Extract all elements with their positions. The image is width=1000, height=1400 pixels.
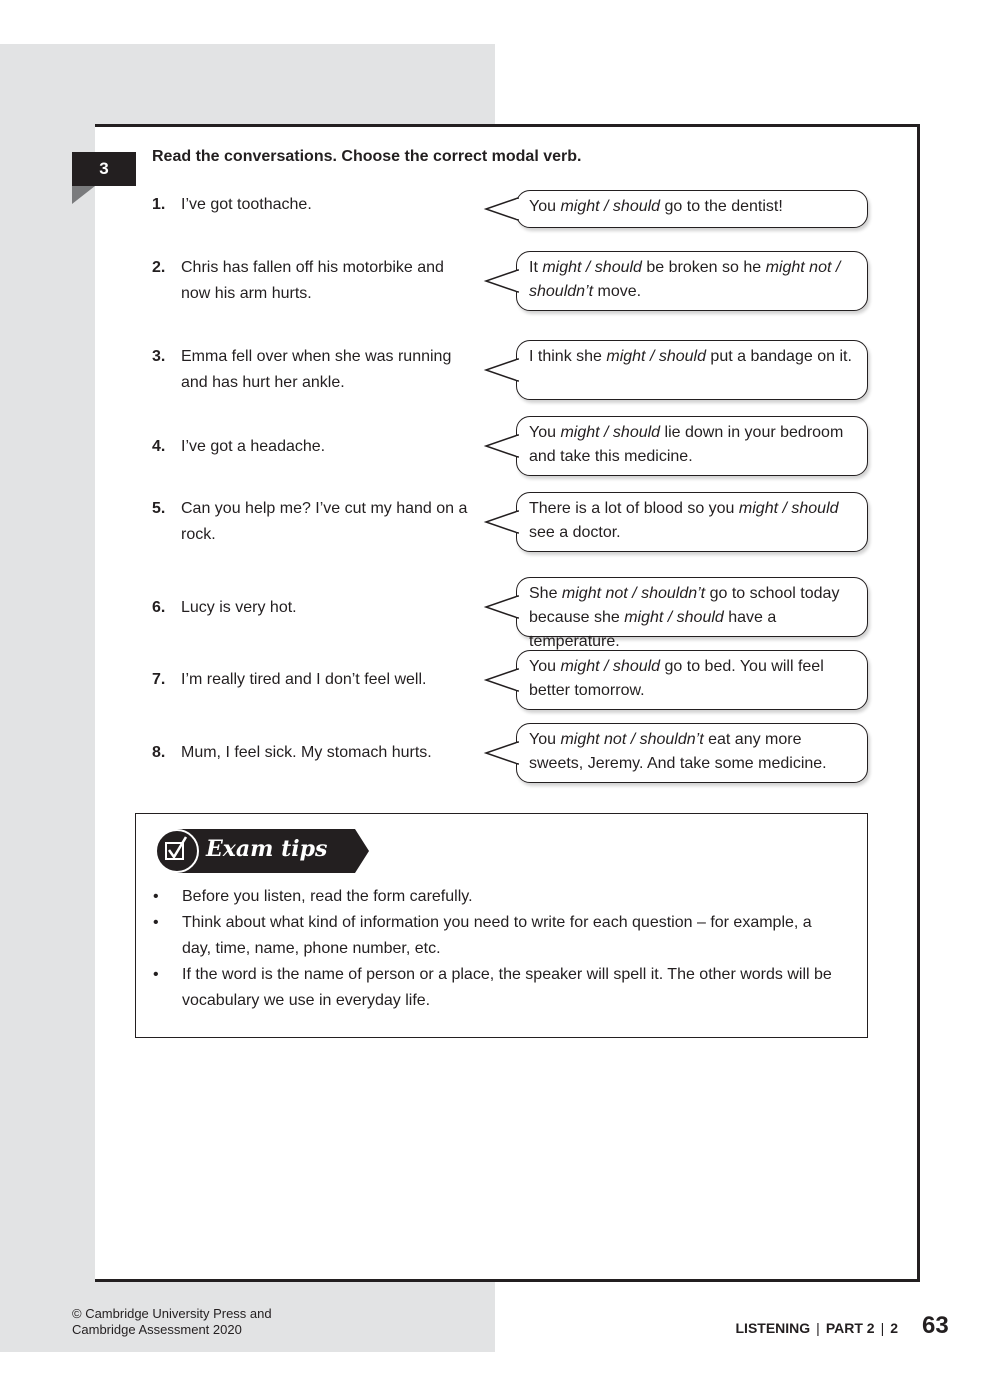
bubble-tail	[485, 268, 518, 294]
speech-bubble-4	[516, 416, 868, 476]
response-text	[529, 198, 783, 215]
modal-choice[interactable]: might / should	[560, 424, 661, 441]
exam-tips-box	[135, 813, 868, 1038]
bullet: •	[153, 888, 159, 905]
bubble-tail	[485, 433, 518, 459]
response-segment: You	[529, 731, 561, 748]
response-segment: You	[529, 658, 561, 675]
response-segment: There is a lot of blood so you	[529, 500, 739, 517]
speech-bubble-7	[516, 650, 868, 710]
item-number: 5.	[152, 500, 166, 517]
response-segment: eat any more sweets, Jeremy. And take some medicine.	[529, 731, 827, 772]
response-segment: I think she	[529, 348, 607, 365]
conversation-prompt-3	[152, 344, 472, 396]
modal-choice[interactable]: might / should	[606, 348, 706, 365]
copyright-line: © Cambridge University Press and	[72, 1306, 272, 1321]
page-number: 63	[922, 1312, 949, 1339]
item-number: 3.	[152, 348, 166, 365]
conversation-prompt-5	[152, 496, 472, 548]
exercise-number-tab	[72, 152, 136, 186]
item-number: 2.	[152, 259, 166, 276]
speech-bubble-5	[516, 492, 868, 552]
speech-bubble-6	[516, 577, 868, 650]
speech-bubble-2	[516, 251, 868, 311]
response-segment: put a bandage on it.	[705, 348, 852, 365]
section-label	[736, 1320, 899, 1336]
tip-text: If the word is the name of person or a place, the speaker will spell it. The other words will be vocabulary we use in everyday life.	[182, 966, 832, 1009]
part-label: PART 2	[825, 1320, 875, 1336]
conversation-prompt-4	[152, 434, 472, 460]
response-segment: It	[529, 259, 543, 276]
response-segment: You	[529, 198, 561, 215]
modal-choice[interactable]: might not / shouldn’t	[561, 585, 706, 602]
prompt-text: I’ve got toothache.	[181, 196, 312, 213]
exercise-tab-fold	[72, 186, 95, 204]
prompt-text: I’ve got a headache.	[181, 438, 326, 455]
prompt-text: Lucy is very hot.	[181, 599, 297, 616]
response-text	[529, 259, 840, 300]
speech-bubble-8	[516, 723, 868, 783]
conversation-prompt-6	[152, 595, 472, 621]
conversation-prompt-1	[152, 192, 472, 218]
item-number: 8.	[152, 744, 166, 761]
speech-bubble-3	[516, 340, 868, 400]
item-number: 4.	[152, 438, 166, 455]
prompt-text: I’m really tired and I don’t feel well.	[181, 671, 427, 688]
prompt-text: Emma fell over when she was running and has hurt her ankle.	[181, 348, 452, 391]
exercise-instruction: Read the conversations. Choose the correct modal verb.	[152, 148, 582, 165]
modal-choice[interactable]: might / should	[560, 658, 661, 675]
modal-choice[interactable]: might / should	[738, 500, 839, 517]
response-segment: She	[529, 585, 562, 602]
bullet: •	[153, 914, 159, 931]
list-item	[153, 962, 843, 1014]
section-name: LISTENING	[735, 1320, 811, 1336]
bubble-tail	[485, 509, 518, 535]
response-segment: go to school today because she	[529, 585, 840, 626]
bubble-tail	[485, 196, 518, 222]
conversation-prompt-2	[152, 255, 472, 307]
modal-choice[interactable]: might not / shouldn’t	[560, 731, 704, 748]
modal-choice[interactable]: might / should	[624, 609, 724, 626]
list-item	[153, 884, 843, 910]
response-text	[529, 658, 824, 699]
item-number: 6.	[152, 599, 166, 616]
conversation-prompt-8	[152, 740, 472, 766]
tip-text: Before you listen, read the form carefully.	[182, 888, 473, 905]
modal-choice[interactable]: might not / shouldn’t	[529, 259, 841, 300]
response-text	[529, 348, 852, 365]
copyright-line: Cambridge Assessment 2020	[72, 1322, 242, 1337]
bubble-tail	[485, 594, 518, 620]
response-segment: be broken so he	[641, 259, 766, 276]
bubble-tail	[485, 667, 518, 693]
response-segment: You	[529, 424, 561, 441]
item-number: 1.	[152, 196, 166, 213]
sub-part: 2	[890, 1320, 898, 1336]
response-segment: go to bed. You will feel better tomorrow.	[529, 658, 824, 699]
response-text	[529, 424, 843, 465]
speech-bubble-1	[516, 190, 868, 228]
conversation-prompt-7	[152, 667, 472, 693]
exam-tips-list	[153, 884, 843, 1014]
prompt-text: Can you help me? I’ve cut my hand on a rock.	[181, 500, 468, 543]
response-text	[529, 731, 827, 772]
response-text	[529, 500, 839, 541]
prompt-text: Mum, I feel sick. My stomach hurts.	[181, 744, 432, 761]
copyright-notice	[72, 1306, 272, 1338]
tip-text: Think about what kind of information you need to write for each question – for example, a day, time, name, phone number, etc.	[182, 914, 812, 957]
separator: |	[816, 1320, 820, 1336]
modal-choice[interactable]: might / should	[542, 259, 642, 276]
bubble-tail	[485, 357, 518, 383]
response-segment: have a temperature.	[529, 609, 777, 650]
modal-choice[interactable]: might / should	[560, 198, 661, 215]
response-segment: lie down in your bedroom and take this medicine.	[529, 424, 844, 465]
exam-tips-title: Exam tips	[206, 836, 328, 862]
response-segment: see a doctor.	[529, 524, 621, 541]
response-segment: move.	[593, 283, 642, 300]
separator: |	[880, 1320, 885, 1336]
item-number: 7.	[152, 671, 166, 688]
response-segment: go to the dentist!	[660, 198, 783, 215]
prompt-text: Chris has fallen off his motorbike and now his arm hurts.	[181, 259, 444, 302]
exercise-number: 3	[99, 159, 109, 178]
list-item	[153, 910, 843, 962]
bubble-tail	[485, 740, 518, 766]
bullet: •	[153, 966, 159, 983]
